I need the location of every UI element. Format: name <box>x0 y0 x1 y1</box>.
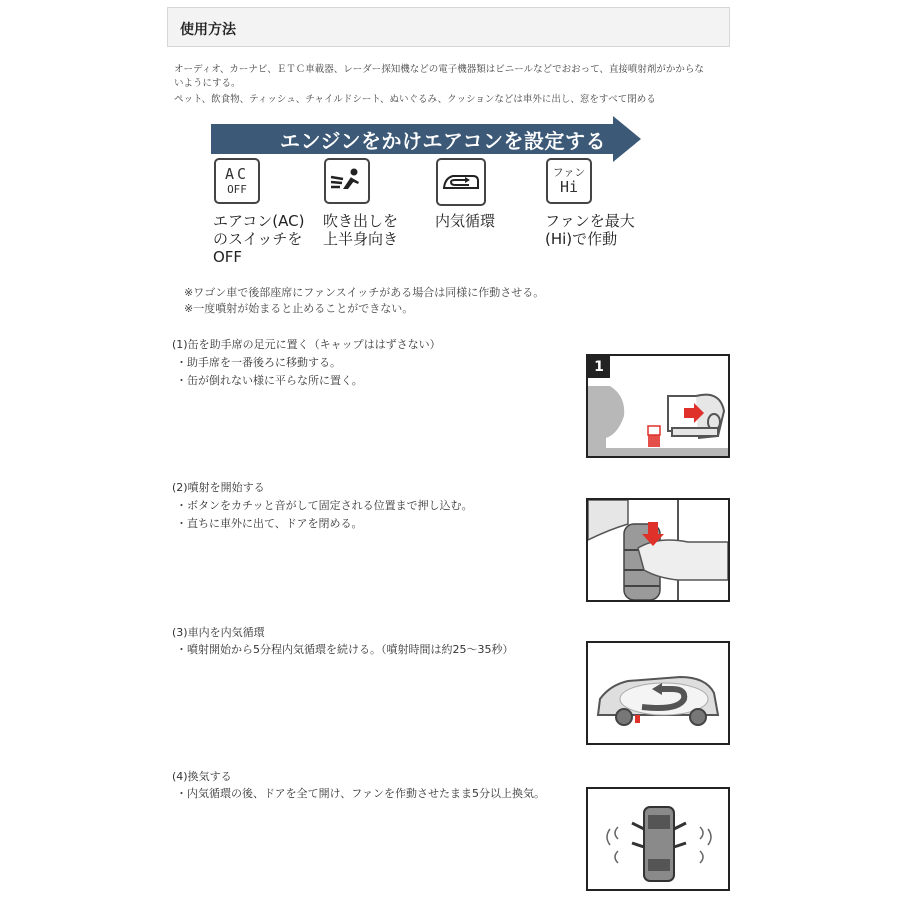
intro-line-1: オーディオ、カーナビ、ＥＴＣ車載器、レーダー探知機などの電子機器類はビニールなどでおおって、直接噴射剤がかからな <box>174 64 704 75</box>
fan-icon-text: ファン <box>552 166 586 179</box>
illustration-car-recirculation <box>586 641 730 745</box>
section-3-title: (3)車内を内気循環 <box>172 626 265 639</box>
section-header-box <box>167 7 730 47</box>
step-label-vent: 吹き出しを 上半身向き <box>323 212 399 248</box>
section-4-title: (4)換気する <box>172 770 232 783</box>
ac-icon-text: AC <box>224 165 250 183</box>
off-icon-text: OFF <box>227 183 247 196</box>
vent-upper-body-icon <box>324 158 370 204</box>
step-label-ac-off: エアコン(AC) のスイッチを OFF <box>213 212 305 266</box>
intro-line-3: ペット、飲食物、ティッシュ、チャイルドシート、ぬいぐるみ、クッションなどは車外に出し、窓をすべて閉める <box>174 94 656 105</box>
page-title: 使用方法 <box>180 22 236 38</box>
section-2-title: (2)噴射を開始する <box>172 481 265 494</box>
section-4-line-1: ・内気循環の後、ドアを全て開け、ファンを作動させたまま5分以上換気。 <box>176 787 546 800</box>
step-badge: 1 <box>588 356 610 378</box>
intro-line-2: いようにする。 <box>174 78 241 89</box>
banner-text: エンジンをかけエアコンを設定する <box>280 129 606 153</box>
step-label-recirculation: 内気循環 <box>435 212 496 230</box>
section-1-title: (1)缶を助手席の足元に置く（キャップははずさない） <box>172 338 441 351</box>
illustration-press-button <box>586 498 730 602</box>
hi-icon-text: Hi <box>559 178 579 196</box>
note-wagon: ※ワゴン車で後部座席にファンスイッチがある場合は同様に作動させる。 <box>184 286 545 299</box>
illustration-ventilate-doors-open <box>586 787 730 891</box>
step-label-fan-hi: ファンを最大 (Hi)で作動 <box>545 212 635 248</box>
illustration-can-at-seat <box>586 354 730 458</box>
section-1-line-1: ・助手席を一番後ろに移動する。 <box>176 356 341 369</box>
section-2-line-1: ・ボタンをカチッと音がして固定される位置まで押し込む。 <box>176 499 473 512</box>
fan-hi-icon <box>546 158 592 204</box>
section-3-line-1: ・噴射開始から5分程内気循環を続ける。（噴射時間は約25～35秒） <box>176 643 514 656</box>
section-1-line-2: ・缶が倒れない様に平らな所に置く。 <box>176 374 363 387</box>
recirculation-icon <box>436 158 486 206</box>
section-2-line-2: ・直ちに車外に出て、ドアを閉める。 <box>176 517 363 530</box>
note-cannot-stop: ※一度噴射が始まると止めることができない。 <box>184 302 414 315</box>
ac-off-icon <box>214 158 260 204</box>
